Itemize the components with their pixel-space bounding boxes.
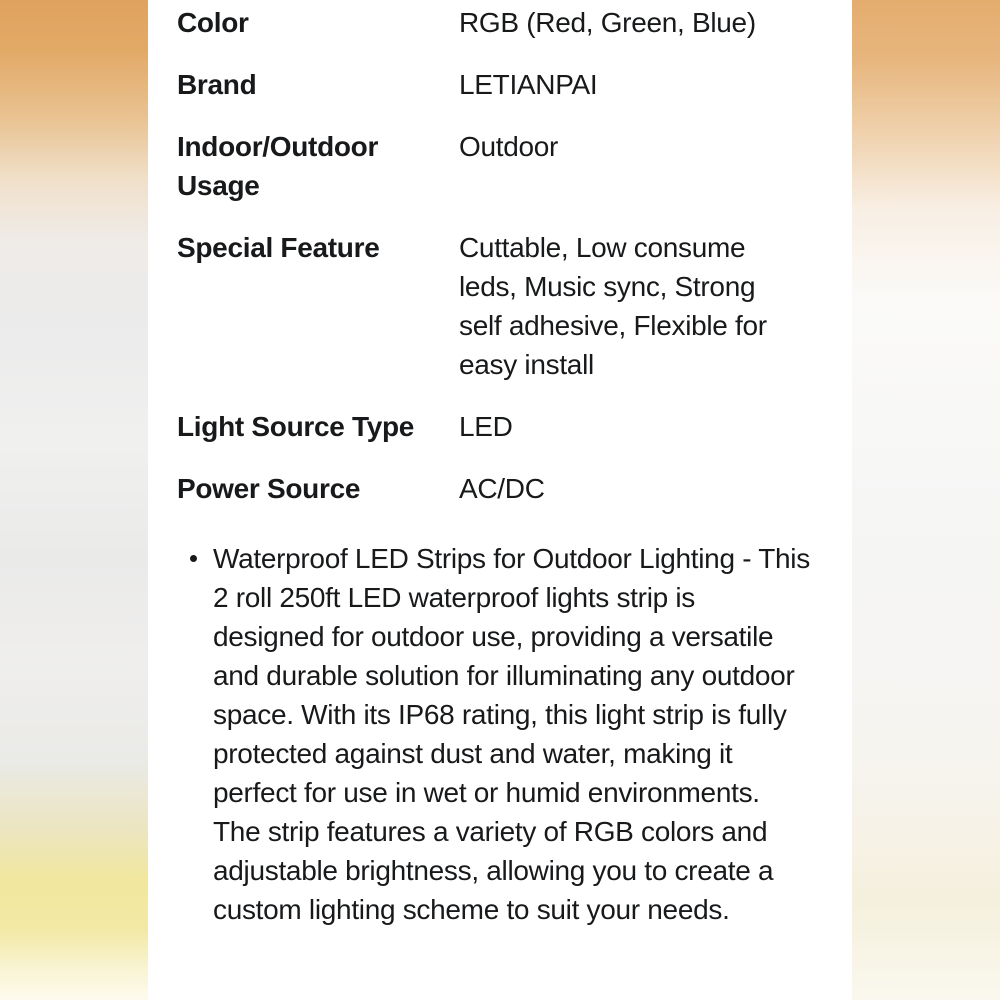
spec-value-brand: LETIANPAI	[459, 69, 598, 100]
spec-row-brand	[177, 65, 822, 104]
spec-row-power-source	[177, 469, 822, 508]
spec-row-light-source-type	[177, 407, 822, 446]
spec-row-special-feature	[177, 228, 822, 384]
product-spec-table	[177, 3, 822, 508]
feature-bullet-text: Waterproof LED Strips for Outdoor Lighting - This 2 roll 250ft LED waterproof lights strip is designed for outdoor use, providing a versatile and durable solution for illuminating any outdoor space. With its IP68 rating, this light strip is fully protected against dust and water, making it perfect for use in wet or humid environments. The strip features a variety of RGB colors and adjustable brightness, allowing you to create a custom lighting scheme to suit your needs.	[213, 543, 810, 925]
backdrop-gradient-right	[852, 0, 1000, 1000]
spec-label-light-source-type: Light Source Type	[177, 411, 415, 442]
spec-value-color: RGB (Red, Green, Blue)	[459, 7, 756, 38]
spec-label-special-feature: Special Feature	[177, 232, 380, 263]
spec-value-indoor-outdoor-usage: Outdoor	[459, 131, 559, 162]
feature-bullet-item	[177, 539, 822, 929]
spec-row-color	[177, 3, 822, 42]
spec-value-light-source-type: LED	[459, 411, 513, 442]
spec-value-power-source: AC/DC	[459, 473, 545, 504]
spec-row-indoor-outdoor-usage	[177, 127, 822, 205]
spec-label-indoor-outdoor-usage: Indoor/Outdoor Usage	[177, 131, 379, 201]
product-detail-panel	[148, 0, 852, 1000]
spec-label-color: Color	[177, 7, 249, 38]
backdrop-gradient-left	[0, 0, 148, 1000]
spec-value-special-feature: Cuttable, Low consume leds, Music sync, Strong self adhesive, Flexible for easy install	[459, 232, 767, 380]
bullet-point-icon	[190, 555, 197, 562]
spec-label-brand: Brand	[177, 69, 257, 100]
feature-bullet-list	[177, 539, 822, 929]
spec-label-power-source: Power Source	[177, 473, 361, 504]
